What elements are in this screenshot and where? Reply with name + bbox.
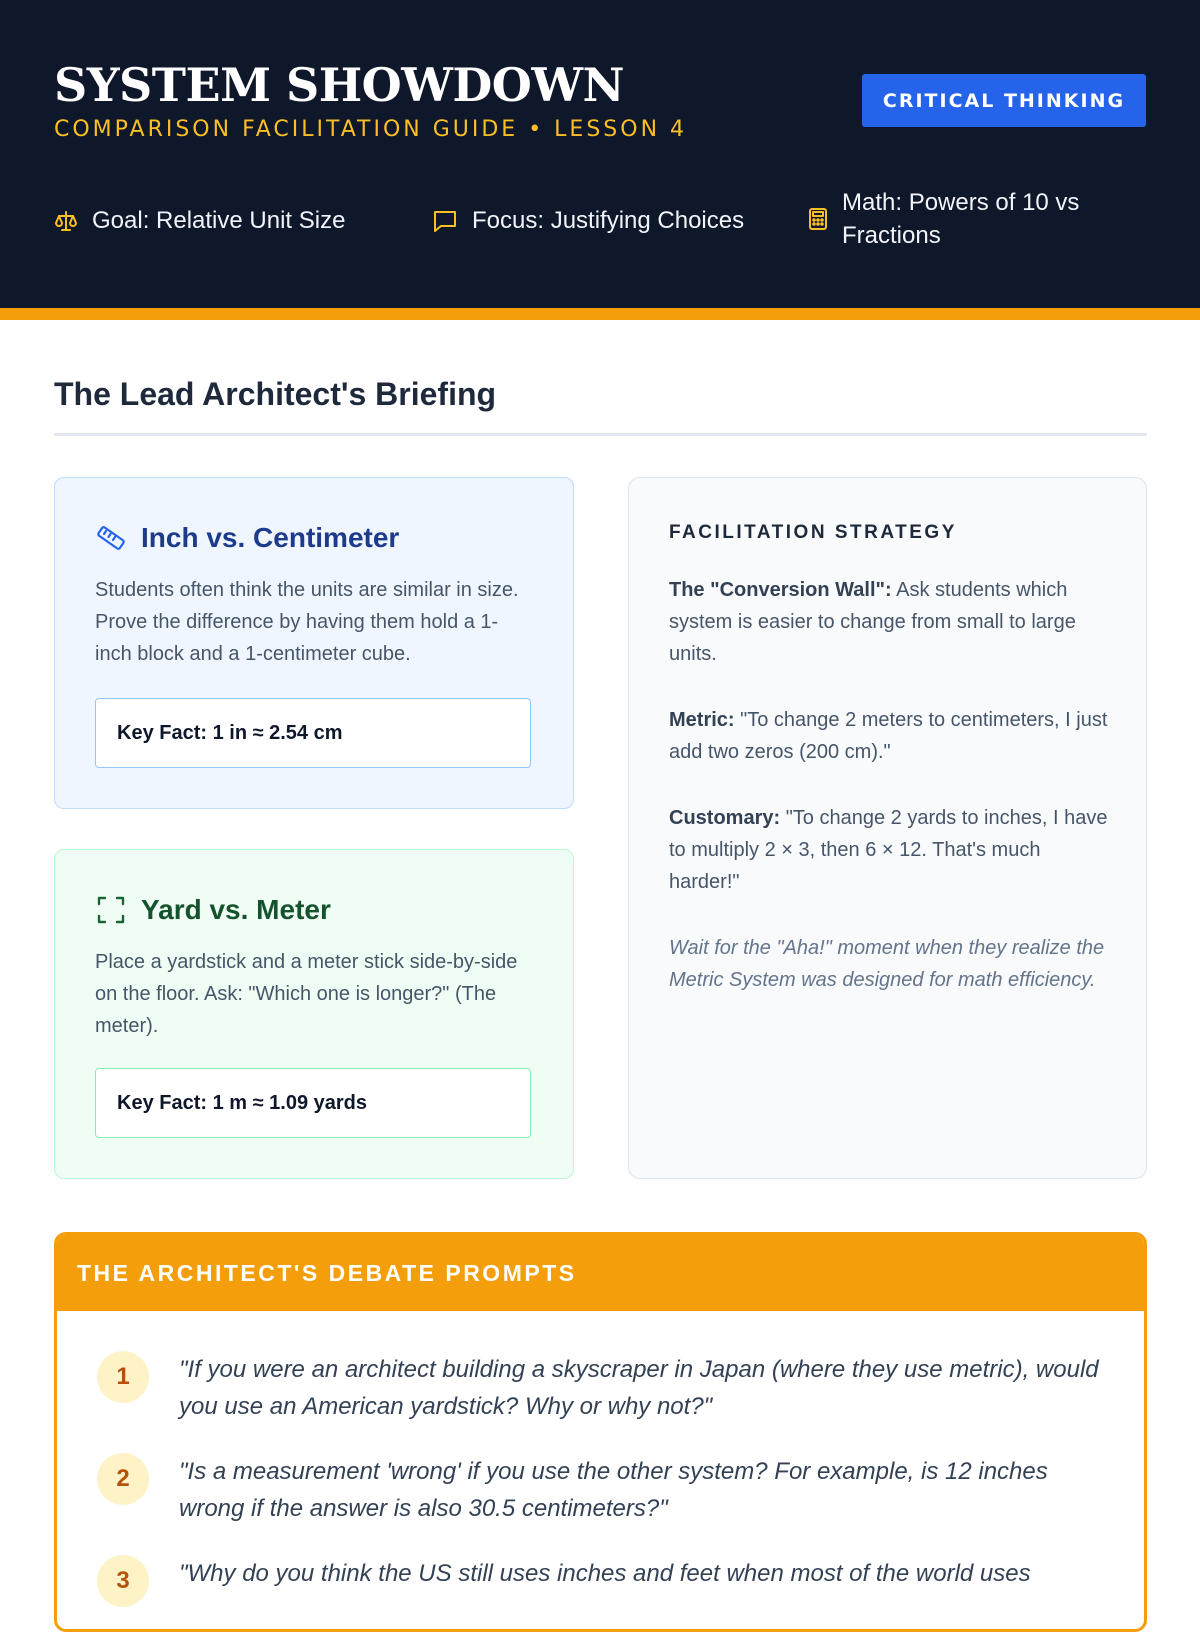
card-heading-label: Inch vs. Centimeter <box>141 522 400 553</box>
expand-icon <box>95 894 127 926</box>
meta-focus-label: Focus: Justifying Choices <box>472 207 745 234</box>
prompt-text: "Why do you think the US still uses inches and feet when most of the world uses <box>179 1560 1031 1587</box>
ruler-icon <box>95 522 127 554</box>
key-fact-box: Key Fact: 1 m ≈ 1.09 yards <box>95 1068 531 1138</box>
facilitation-strategy-panel <box>628 477 1147 1179</box>
strategy-heading: FACILITATION STRATEGY <box>669 522 957 543</box>
card-description: Students often think the units are similar in size. Prove the difference by having them hold a 1-inch block and a 1-centimeter cube. <box>95 579 519 665</box>
debate-prompts-panel <box>54 1232 1147 1632</box>
strategy-label: Metric: <box>669 709 735 731</box>
meta-math <box>808 186 1128 252</box>
strategy-label: The "Conversion Wall": <box>669 579 892 601</box>
prompt-number: 1 <box>97 1351 149 1403</box>
card-description: Place a yardstick and a meter stick side-by-side on the floor. Ask: "Which one is longer?" (The meter). <box>95 951 518 1037</box>
page-title: SYSTEM SHOWDOWN <box>54 58 625 112</box>
debate-heading: THE ARCHITECT'S DEBATE PROMPTS <box>57 1235 1144 1311</box>
prompt-text: "Is a measurement 'wrong' if you use the other system? For example, is 12 inches wrong if the answer is also 30.5 centimeters?" <box>179 1458 1048 1522</box>
prompt-number: 2 <box>97 1453 149 1505</box>
speech-bubble-icon <box>432 209 458 233</box>
strategy-label: Customary: <box>669 807 781 829</box>
section-divider <box>54 433 1147 436</box>
debate-prompt <box>97 1555 1107 1607</box>
strategy-text: "To change 2 yards to inches, I have to multiply 2 × 3, then 6 × 12. That's much harder!" <box>669 807 1108 893</box>
card-heading <box>95 522 399 554</box>
debate-prompt <box>97 1453 1107 1527</box>
strategy-text: "To change 2 meters to centimeters, I just add two zeros (200 cm)." <box>669 709 1108 763</box>
meta-focus <box>432 204 744 237</box>
meta-goal-label: Goal: Relative Unit Size <box>92 207 346 234</box>
strategy-conversion-wall <box>669 574 1109 670</box>
prompt-number: 3 <box>97 1555 149 1607</box>
strategy-customary <box>669 802 1109 898</box>
prompt-text: "If you were an architect building a skyscraper in Japan (where they use metric), would you use an American yardstick? Why or why not?" <box>179 1356 1099 1420</box>
header-banner <box>0 0 1200 320</box>
strategy-text: Ask students which system is easier to change from small to large units. <box>669 579 1076 665</box>
debate-prompt <box>97 1351 1107 1425</box>
card-heading-label: Yard vs. Meter <box>141 894 331 925</box>
meta-math-label: Math: Powers of 10 vs Fractions <box>842 189 1080 249</box>
yard-vs-meter-card <box>54 849 574 1179</box>
critical-thinking-badge: CRITICAL THINKING <box>862 74 1146 127</box>
card-heading <box>95 894 331 926</box>
strategy-metric <box>669 704 1109 768</box>
meta-goal <box>54 204 345 237</box>
briefing-title: The Lead Architect's Briefing <box>54 376 497 412</box>
scale-icon <box>54 209 78 233</box>
inch-vs-centimeter-card <box>54 477 574 809</box>
key-fact-box: Key Fact: 1 in ≈ 2.54 cm <box>95 698 531 768</box>
calculator-icon <box>808 207 828 231</box>
strategy-note: Wait for the "Aha!" moment when they realize the Metric System was designed for math efficiency. <box>669 937 1105 991</box>
page-subtitle: COMPARISON FACILITATION GUIDE • LESSON 4 <box>54 117 688 142</box>
